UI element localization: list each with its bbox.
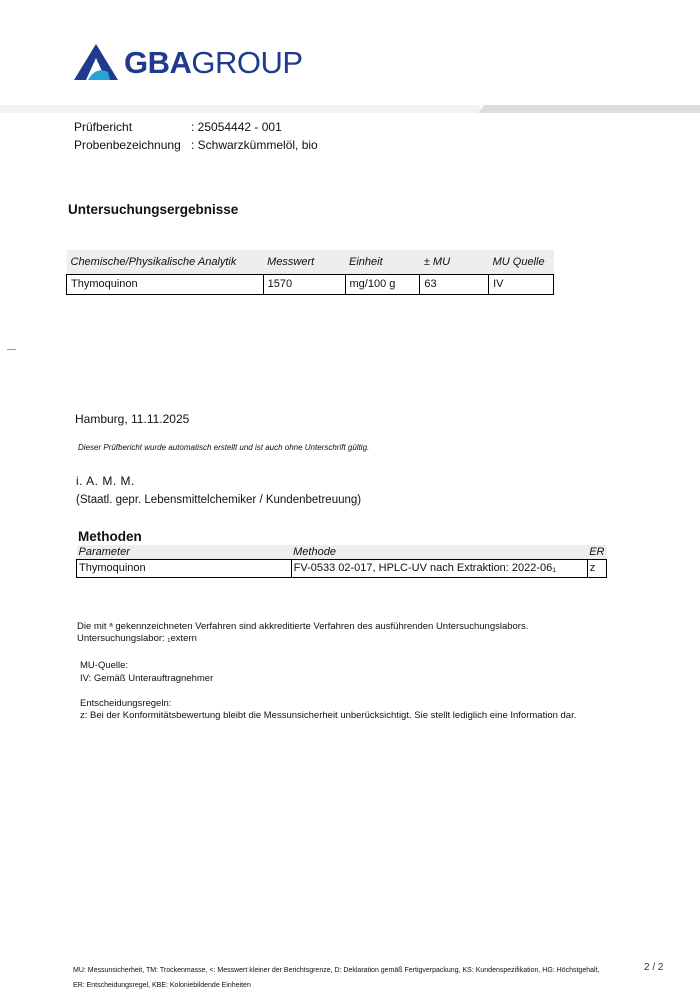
results-col-unit: Einheit — [345, 250, 420, 274]
method-name: FV-0533 02-017, HPLC-UV nach Extraktion: 2022-06₁ — [291, 559, 587, 577]
page-number: 2 / 2 — [644, 962, 664, 973]
sample-name-label: Probenbezeichnung — [74, 138, 181, 152]
logo-wordmark — [124, 44, 303, 80]
methods-col-parameter: Parameter — [77, 545, 292, 559]
result-unit: mg/100 g — [345, 274, 420, 294]
result-parameter: Thymoquinon — [67, 274, 264, 294]
mu-source-iv: IV: Gemäß Unterauftragnehmer — [80, 673, 214, 684]
report-number-label: Prüfbericht — [74, 120, 133, 134]
logo-group-text: GROUP — [191, 44, 303, 80]
results-col-mu: ± MU — [420, 250, 489, 274]
methods-title: Methoden — [78, 529, 142, 544]
methods-table — [76, 545, 607, 578]
result-mu-source: IV — [489, 274, 554, 294]
gba-group-logo — [74, 42, 303, 82]
decision-rule-z: z: Bei der Konformitätsbewertung bleibt die Messunsicherheit unberücksichtigt. Sie stellt lediglich eine Information dar. — [80, 710, 577, 721]
results-table — [66, 250, 554, 295]
accreditation-note: Die mit ᵃ gekennzeichneten Verfahren sind akkreditierte Verfahren des ausführenden Untersuchungslabors. — [77, 621, 529, 632]
table-row — [67, 274, 554, 294]
methods-col-er: ER — [587, 545, 606, 559]
sample-name-value: : Schwarzkümmelöl, bio — [191, 138, 318, 152]
methods-col-method: Methode — [291, 545, 587, 559]
decision-rules-title: Entscheidungsregeln: — [80, 698, 172, 709]
footer-line-2: ER: Entscheidungsregel, KBE: Koloniebildende Einheiten — [73, 982, 251, 989]
logo-gba-text: GBA — [124, 44, 192, 80]
results-header-row — [67, 250, 554, 274]
mu-source-title: MU-Quelle: — [80, 660, 129, 671]
gba-logo-icon — [74, 44, 118, 80]
footer-legend — [73, 963, 599, 993]
place-date: Hamburg, 11.11.2025 — [75, 412, 190, 426]
table-row — [77, 559, 607, 577]
result-mu: 63 — [420, 274, 489, 294]
result-value: 1570 — [263, 274, 345, 294]
results-title: Untersuchungsergebnisse — [68, 202, 239, 217]
results-col-value: Messwert — [263, 250, 345, 274]
method-er: z — [587, 559, 606, 577]
header-stripe-left — [0, 105, 480, 113]
results-col-analytics: Chemische/Physikalische Analytik — [67, 250, 264, 274]
signatory: i. A. M. M. — [76, 474, 135, 488]
automatic-report-note: Dieser Prüfbericht wurde automatisch erstellt und ist auch ohne Unterschrift gültig. — [78, 443, 370, 452]
footer-line-1: MU: Messunsicherheit, TM: Trockenmasse, <: Messwert kleiner der Berichtsgrenze, D: Deklaration gemäß Fertigverpackung, KS: Kundenspezifikation, HG: Höchstgehalt, — [73, 967, 600, 974]
header-stripe-right — [478, 105, 700, 113]
methods-header-row — [77, 545, 607, 559]
results-col-mu-source: MU Quelle — [489, 250, 554, 274]
fold-mark — [7, 349, 16, 350]
method-parameter: Thymoquinon — [77, 559, 292, 577]
lab-note: Untersuchungslabor: ₁extern — [77, 633, 197, 644]
header — [0, 0, 700, 105]
report-number-value: : 25054442 - 001 — [191, 120, 282, 134]
signatory-role: (Staatl. gepr. Lebensmittelchemiker / Kundenbetreuung) — [76, 494, 362, 506]
